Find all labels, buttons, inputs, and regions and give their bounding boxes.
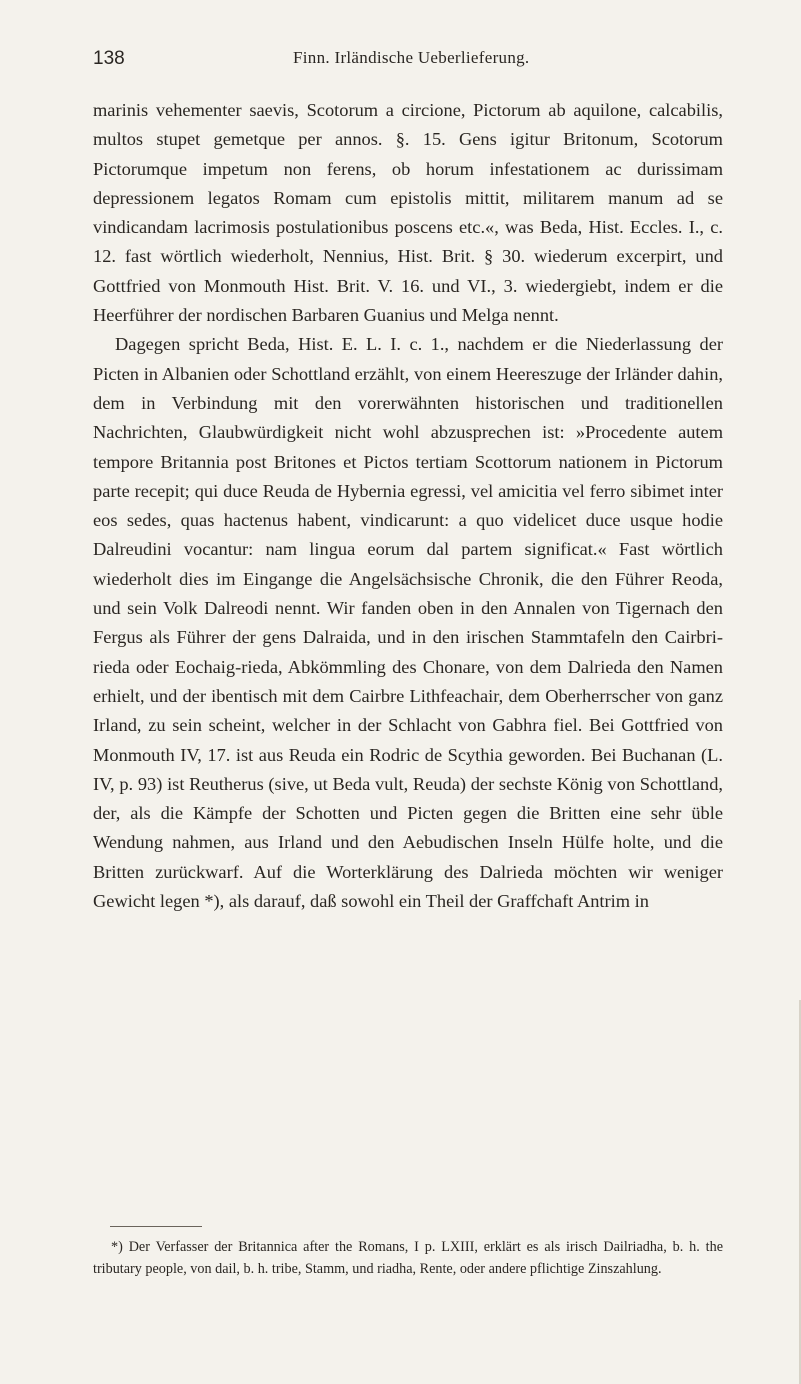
paragraph: Dagegen spricht Beda, Hist. E. L. I. c. 1., nachdem er die Niederlassung der Picten in Albanien oder Schottland erzählt, von einem Heereszuge der Irländer dahin, dem in Verbindung mit den vorerwähnten historischen und traditionellen Nachrichten, Glaubwürdigkeit nicht wohl abzusprechen ist: »Procedente autem tempore Britannia post Britones et Pictos tertiam Scottorum nationem in Pictorum parte recepit; qui duce Reuda de Hybernia egressi, vel amicitia vel ferro sibimet inter eos sedes, quas hactenus habent, vindicarunt: a quo videlicet duce usque hodie Dalreudini vocantur: nam lingua eorum dal partem significat.« Fast wörtlich wiederholt dies im Eingange die Angelsächsische Chronik, die den Führer Reoda, und sein Volk Dalreodi nennt. Wir fanden oben in den Annalen von Tigernach den Fergus als Führer der gens Dalraida, und in den irischen Stammtafeln den Cairbri-rieda oder Eochaig-rieda, Abkömmling des Chonare, von dem Dalrieda den Namen erhielt, und der ibentisch mit dem Cairbre Lithfeachair, dem Oberherrscher von ganz Irland, zu sein scheint, welcher in der Schlacht von Gabhra fiel. Bei Gottfried von Monmouth IV, 17. ist aus Reuda ein Rodric de Scythia geworden. Bei Buchanan (L. IV, p. 93) ist Reutherus (sive, ut Beda vult, Reuda) der sechste König von Schottland, der, als die Kämpfe der Schotten und Picten gegen die Britten eine sehr üble Wendung nahmen, aus Irland und den Aebudischen Inseln Hülfe holte, und die Britten zurückwarf. Auf die Worterklärung des Dalrieda möchten wir weniger Gewicht legen *), als darauf, daß sowohl ein Theil der Graffchaft Antrim in (93, 334, 723, 912)
body-text (93, 96, 723, 916)
page-number: 138 (93, 48, 125, 69)
page-header (93, 48, 721, 74)
footnote: *) Der Verfasser der Britannica after the Romans, I p. LXIII, erklärt es als irisch Dailriadha, b. h. the tributary people, von dail, b. h. tribe, Stamm, und riadha, Rente, oder andere pflichtige Zinszahlung. (93, 1239, 723, 1277)
running-title: Finn. Irländische Ueberlieferung. (293, 48, 530, 67)
paragraph: marinis vehementer saevis, Scotorum a circione, Pictorum ab aquilone, calcabilis, multos stupet gemetque per annos. §. 15. Gens igitur Britonum, Scotorum Pictorumque impetum non ferens, ob horum infestationem ac durissimam depressionem legatos Romam cum epistolis mittit, militarem manum ad se vindicandam lacrimosis postulationibus poscens etc.«, was Beda, Hist. Eccles. I., c. 12. fast wörtlich wiederholt, Nennius, Hist. Brit. § 30. wiederum excerpirt, und Gottfried von Monmouth Hist. Brit. V. 16. und VI., 3. wiedergiebt, indem er die Heerführer der nordischen Barbaren Guanius und Melga nennt. (93, 100, 723, 326)
footnote-divider (110, 1226, 202, 1227)
